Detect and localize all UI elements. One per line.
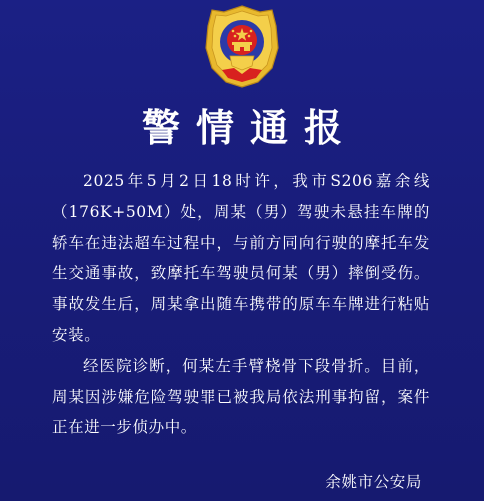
notice-paragraph: 经医院诊断，何某左手臂桡骨下段骨折。目前，周某因涉嫌危险驾驶罪已被我局依法刑事拘留，案件正在进一步侦办中。 [52, 356, 430, 437]
issuer-signature: 余姚市公安局 [325, 473, 422, 491]
police-emblem-icon [202, 4, 282, 88]
notice-body [52, 166, 430, 443]
notice-paragraph: 2025年5月2日18时许，我市S206嘉余线（176K+50M）处，周某（男）驾驶未悬挂车牌的轿车在违法超车过程中，与前方同向行驶的摩托车发生交通事故，致摩托车驾驶员何某（男）摔倒受伤。事故发生后，周某拿出随车携带的原车车牌进行粘贴安装。 [52, 172, 430, 344]
notice-title: 警情通报 [141, 105, 358, 150]
